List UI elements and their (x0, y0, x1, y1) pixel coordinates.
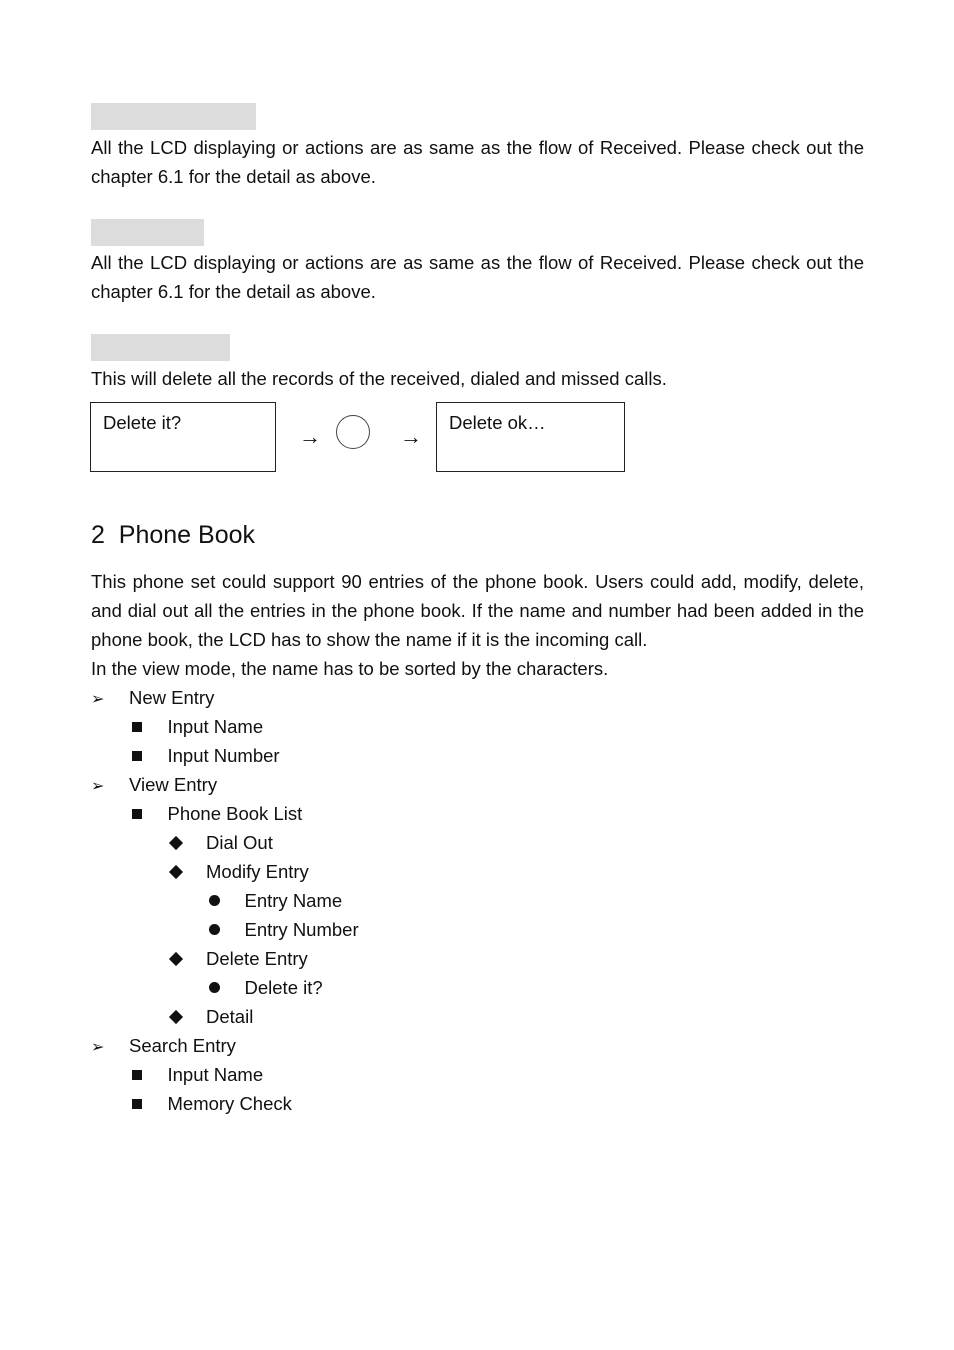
menu-item (91, 1031, 871, 1060)
dot-icon (207, 886, 245, 915)
menu-item-label: Delete Entry (206, 948, 308, 969)
menu-item (91, 886, 871, 915)
square-icon (130, 741, 168, 770)
menu-item-label: Memory Check (167, 1093, 292, 1114)
chapter-title: 2 Phone Book (91, 521, 256, 549)
menu-item (91, 712, 871, 741)
arrow-icon: ➢ (91, 691, 105, 708)
section-3-text: This will delete all the records of the received, dialed and missed calls. (91, 368, 667, 389)
menu-item (91, 857, 871, 886)
menu-item-label: Input Number (167, 745, 280, 766)
menu-item-label: Dial Out (206, 832, 273, 853)
diamond-icon (168, 857, 206, 886)
diamond-icon (168, 944, 206, 973)
chapter-intro: This phone set could support 90 entries of the phone book. Users could add, modify, delete, and dial out all the entries in the phone book. If the name and number had been added in the phone book, the LCD has to show the name if it is the incoming call. (91, 571, 864, 650)
diamond-icon (168, 1002, 206, 1031)
menu-item (91, 799, 871, 828)
square-icon (130, 799, 168, 828)
menu-item (91, 944, 871, 973)
menu-item-label: Detail (206, 1006, 254, 1027)
sort-note: In the view mode, the name has to be sorted by the characters. (91, 658, 609, 679)
square-icon (130, 1060, 168, 1089)
flow-arrow-2: → (400, 424, 422, 449)
dot-icon (207, 973, 245, 1002)
diamond-icon (168, 828, 206, 857)
menu-item (91, 741, 871, 770)
menu-tree (91, 683, 871, 1118)
menu-item (91, 683, 871, 712)
lcd-box-delete-ok: Delete ok… (436, 402, 625, 472)
menu-item (91, 770, 871, 799)
menu-item-label: Entry Number (244, 919, 359, 940)
section-1-text: All the LCD displaying or actions are as same as the flow of Received. Please check out the chapter 6.1 for the detail as above. (91, 137, 864, 187)
menu-item-label: Entry Name (244, 890, 343, 911)
menu-item-label: View Entry (129, 774, 218, 795)
flow-arrow-1: → (299, 424, 321, 449)
menu-item-label: Search Entry (129, 1035, 236, 1056)
menu-item (91, 1089, 871, 1118)
menu-item-label: Input Name (167, 1064, 264, 1085)
menu-item (91, 915, 871, 944)
menu-item-label: Delete it? (244, 977, 323, 998)
menu-item-label: New Entry (129, 687, 215, 708)
redacted-heading-1 (91, 103, 256, 130)
square-icon (130, 712, 168, 741)
menu-item (91, 1002, 871, 1031)
menu-item (91, 1060, 871, 1089)
redacted-heading-3 (91, 334, 230, 361)
menu-item-label: Modify Entry (206, 861, 309, 882)
menu-item-label: Input Name (167, 716, 264, 737)
menu-item-label: Phone Book List (167, 803, 303, 824)
arrow-icon: ➢ (91, 778, 105, 795)
key-circle-icon (336, 415, 370, 449)
menu-item (91, 973, 871, 1002)
redacted-heading-2 (91, 219, 204, 246)
lcd-box-delete-confirm: Delete it? (90, 402, 276, 472)
menu-item (91, 828, 871, 857)
section-2-text: All the LCD displaying or actions are as same as the flow of Received. Please check out the chapter 6.1 for the detail as above. (91, 252, 864, 302)
dot-icon (207, 915, 245, 944)
arrow-icon: ➢ (91, 1039, 105, 1056)
square-icon (130, 1089, 168, 1118)
